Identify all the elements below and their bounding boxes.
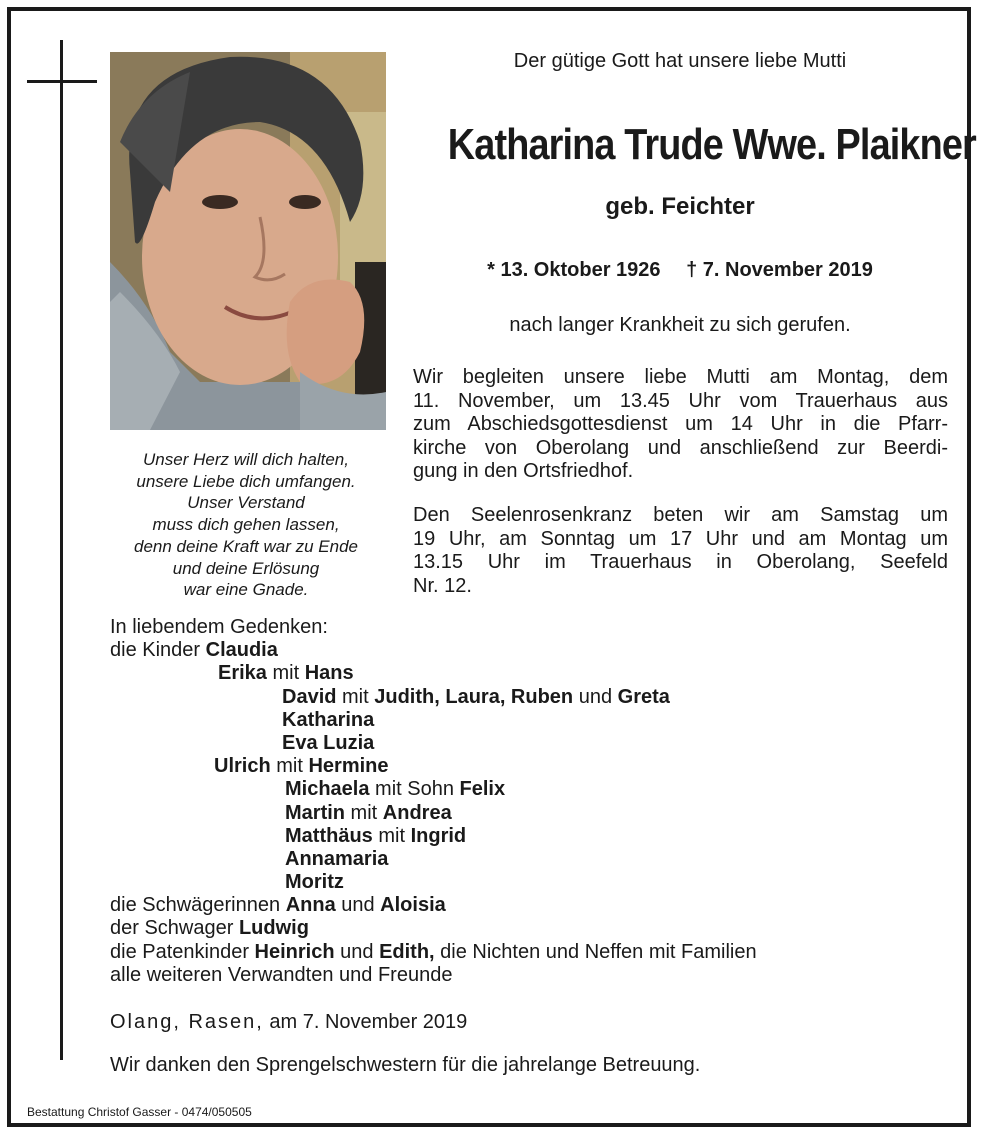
mourners-row (110, 709, 757, 732)
cross-icon (60, 40, 63, 1060)
birth-name: geb. Feichter (605, 193, 755, 220)
mourner-text: mit (372, 824, 411, 847)
mourner-name: Annamaria (285, 847, 389, 870)
mourner-text: mit (345, 801, 383, 824)
paragraph-line: Den Seelenrosenkranz beten wir am Samstag um (413, 504, 948, 526)
deceased-name: Katharina Trude Wwe. Plaikner (447, 120, 976, 169)
mourners-row (110, 941, 757, 964)
mourner-text: der Schwager (110, 917, 239, 940)
mourners-list (110, 616, 757, 987)
mourner-name: Judith, Laura, Ruben (374, 685, 574, 708)
mourner-text: die Nichten und Neffen mit Familien (434, 940, 757, 963)
mourners-intro: In liebendem Gedenken: (110, 616, 328, 638)
mourner-text: mit (266, 662, 305, 685)
mourner-name: David (282, 685, 337, 708)
funeral-home-footer: Bestattung Christof Gasser - 0474/050505 (27, 1105, 252, 1119)
mourner-text: und (335, 894, 381, 917)
mourners-row: alle weiteren Verwandten und Freunde (110, 963, 453, 986)
mourner-name: Ingrid (410, 824, 467, 847)
mourners-row (110, 662, 757, 685)
mourner-name: Hans (304, 662, 354, 685)
mourner-name: Andrea (382, 801, 452, 824)
place-date (110, 1011, 467, 1034)
date-text: am 7. November 2019 (263, 1011, 468, 1033)
mourner-name: Moritz (285, 871, 344, 894)
mourner-text: die Patenkinder (110, 940, 255, 963)
poem-line: Unser Herz will dich halten, (143, 450, 349, 469)
poem (108, 449, 384, 601)
cross-icon-bar (27, 80, 97, 83)
mourner-name: Matthäus (285, 824, 373, 847)
mourner-name: Martin (285, 801, 345, 824)
paragraph-line: 19 Uhr, am Sonntag um 17 Uhr und am Montag um (413, 527, 948, 550)
mourner-text: und (334, 940, 380, 963)
paragraph-line: Wir begleiten unsere liebe Mutti am Montag, dem (413, 366, 948, 388)
mourner-name: Greta (617, 685, 670, 708)
mourners-row (110, 802, 757, 825)
mourner-name: Katharina (282, 708, 375, 731)
paragraph-line: kirche von Oberolang und anschließend zur Beerdi- (413, 436, 948, 459)
life-dates (400, 259, 960, 282)
funeral-paragraph (413, 366, 948, 484)
mourner-name: Eva Luzia (282, 731, 375, 754)
mourners-row (110, 917, 757, 940)
mourners-row (110, 732, 757, 755)
mourners-row (110, 639, 757, 662)
called-text: nach langer Krankheit zu sich gerufen. (509, 314, 851, 336)
mourner-name: Claudia (205, 639, 278, 662)
death-date: † 7. November 2019 (686, 259, 873, 281)
mourner-name: Felix (459, 778, 506, 801)
place-names: Olang, Rasen, (110, 1011, 264, 1033)
mourners-row (110, 778, 757, 801)
mourner-text: die Schwägerinnen (110, 894, 286, 917)
mourner-text: mit (336, 685, 375, 708)
mourner-name: Heinrich (254, 940, 335, 963)
mourner-text: und (573, 685, 618, 708)
birth-date: * 13. Oktober 1926 (487, 259, 661, 281)
paragraph-line: 11. November, um 13.45 Uhr vom Trauerhaus aus (413, 389, 948, 412)
mourner-text: mit Sohn (369, 778, 460, 801)
mourners-row (110, 848, 757, 871)
mourners-row (110, 686, 757, 709)
intro-text: Der gütige Gott hat unsere liebe Mutti (513, 50, 847, 72)
poem-line: und deine Erlösung (172, 558, 320, 578)
poem-line: muss dich gehen lassen, (152, 515, 340, 535)
mourner-name: Aloisia (380, 894, 446, 917)
mourner-name: Ulrich (214, 755, 271, 778)
paragraph-line: Nr. 12. (413, 574, 472, 597)
paragraph-line: 13.15 Uhr im Trauerhaus in Oberolang, Seefeld (413, 551, 948, 574)
portrait-photo (110, 52, 386, 430)
thanks-text: Wir danken den Sprengelschwestern für die jahrelange Betreuung. (110, 1054, 701, 1076)
mourners-row (110, 894, 757, 917)
poem-line: denn deine Kraft war zu Ende (134, 536, 358, 556)
paragraph-line: zum Abschiedsgottesdienst um 14 Uhr in die Pfarr- (413, 413, 948, 436)
mourner-name: Edith, (379, 940, 435, 963)
mourner-text: die Kinder (110, 639, 206, 662)
mourner-name: Hermine (308, 755, 389, 778)
mourner-name: Anna (285, 894, 336, 917)
poem-line: unsere Liebe dich umfangen. (136, 471, 356, 491)
mourner-name: Ludwig (238, 917, 309, 940)
mourner-name: Michaela (285, 778, 370, 801)
mourner-name: Erika (218, 662, 267, 685)
poem-line: war eine Gnade. (183, 580, 309, 600)
mourners-row (110, 825, 757, 848)
mourner-text: mit (270, 755, 309, 778)
mourners-row (110, 871, 757, 894)
poem-line: Unser Verstand (187, 493, 305, 513)
rosary-paragraph (413, 504, 948, 598)
mourners-row (110, 755, 757, 778)
paragraph-line: gung in den Ortsfriedhof. (413, 460, 634, 483)
